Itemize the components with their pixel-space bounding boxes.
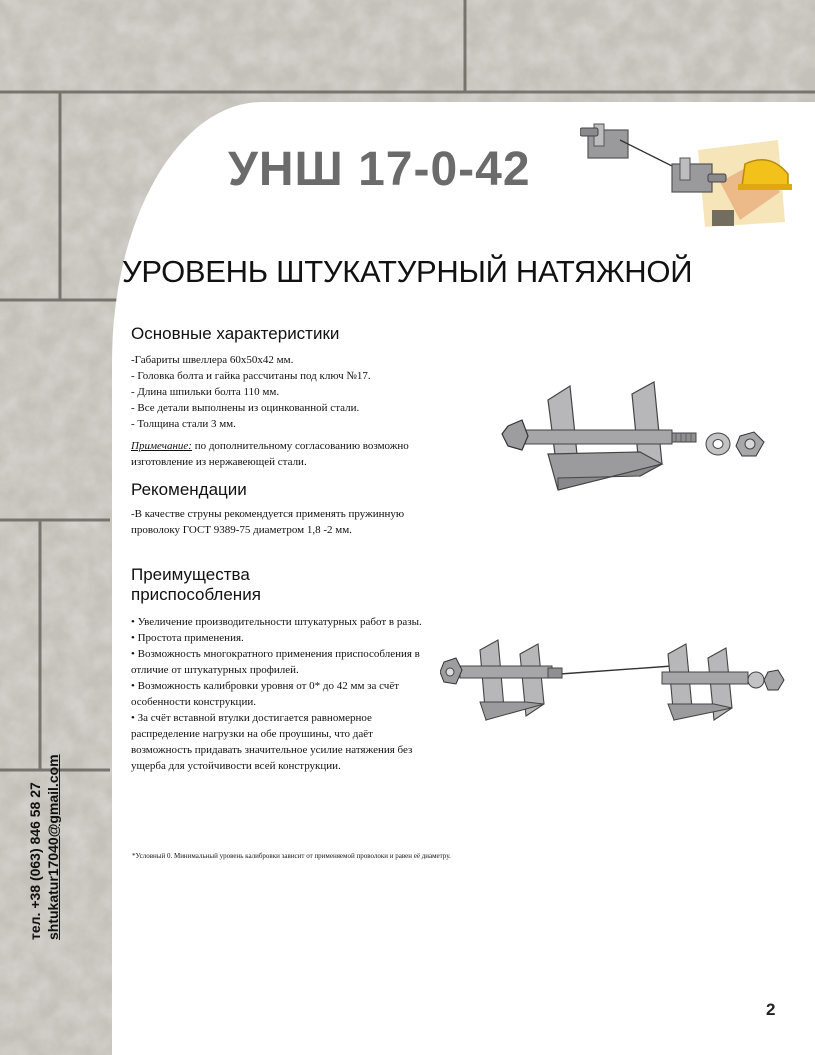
spec-item: - Толщина стали 3 мм.: [131, 418, 236, 430]
note-text: по дополнительному согласованию возможно изготовление из нержавеющей стали.: [131, 440, 409, 468]
phone-number: тел. +38 (063) 846 58 27: [27, 782, 43, 940]
note-label: Примечание:: [131, 440, 192, 452]
footnote: *Условный 0. Минимальный уровень калибровки зависит от применяемой проволоки и равен её диаметру.: [132, 852, 451, 860]
recommendations-paragraph: -В качестве струны рекомендуется применять пружинную проволоку ГОСТ 9389-75 диаметром 1,8 -2 мм.: [131, 508, 405, 536]
advantage-item: • За счёт вставной втулки достигается равномерное распределение нагрузки на обе проушины, что даёт возможность придавать значительное усилие натяжения без ущерба для устойчивости всей конструкции.: [131, 712, 413, 772]
bracket-assembly-illustration: [500, 380, 772, 500]
product-title: УРОВЕНЬ ШТУКАТУРНЫЙ НАТЯЖНОЙ: [122, 254, 693, 289]
product-code-title: УНШ 17-0-42: [228, 143, 531, 196]
bracket-pair-string-illustration: [440, 632, 785, 732]
spec-item: -Габариты швеллера 60х50х42 мм.: [131, 354, 294, 366]
logo-bracket-helmet: [580, 112, 795, 240]
email-link[interactable]: shtukatur17040@gmail.com: [45, 754, 61, 940]
specs-heading: Основные характеристики: [131, 324, 340, 343]
specs-note: [131, 438, 423, 470]
spec-item: - Все детали выполнены из оцинкованной стали.: [131, 402, 360, 414]
contacts-vertical: [26, 754, 62, 940]
specs-list: [131, 352, 423, 470]
advantages-heading: Преимущества приспособления: [131, 565, 261, 604]
advantage-item: • Простота применения.: [131, 632, 244, 644]
advantage-item: • Возможность калибровки уровня от 0* до 42 мм за счёт особенности конструкции.: [131, 680, 400, 708]
page-number: 2: [766, 1000, 776, 1019]
recommendations-heading: Рекомендации: [131, 480, 247, 499]
advantages-list: [131, 614, 423, 774]
recommendations-text: [131, 506, 423, 538]
advantage-item: • Увеличение производительности штукатурных работ в разы.: [131, 616, 422, 628]
spec-item: - Длина шпильки болта 110 мм.: [131, 386, 280, 398]
spec-item: - Головка болта и гайка рассчитаны под ключ №17.: [131, 370, 371, 382]
advantage-item: • Возможность многократного применения приспособления в отличие от штукатурных профилей.: [131, 648, 420, 676]
